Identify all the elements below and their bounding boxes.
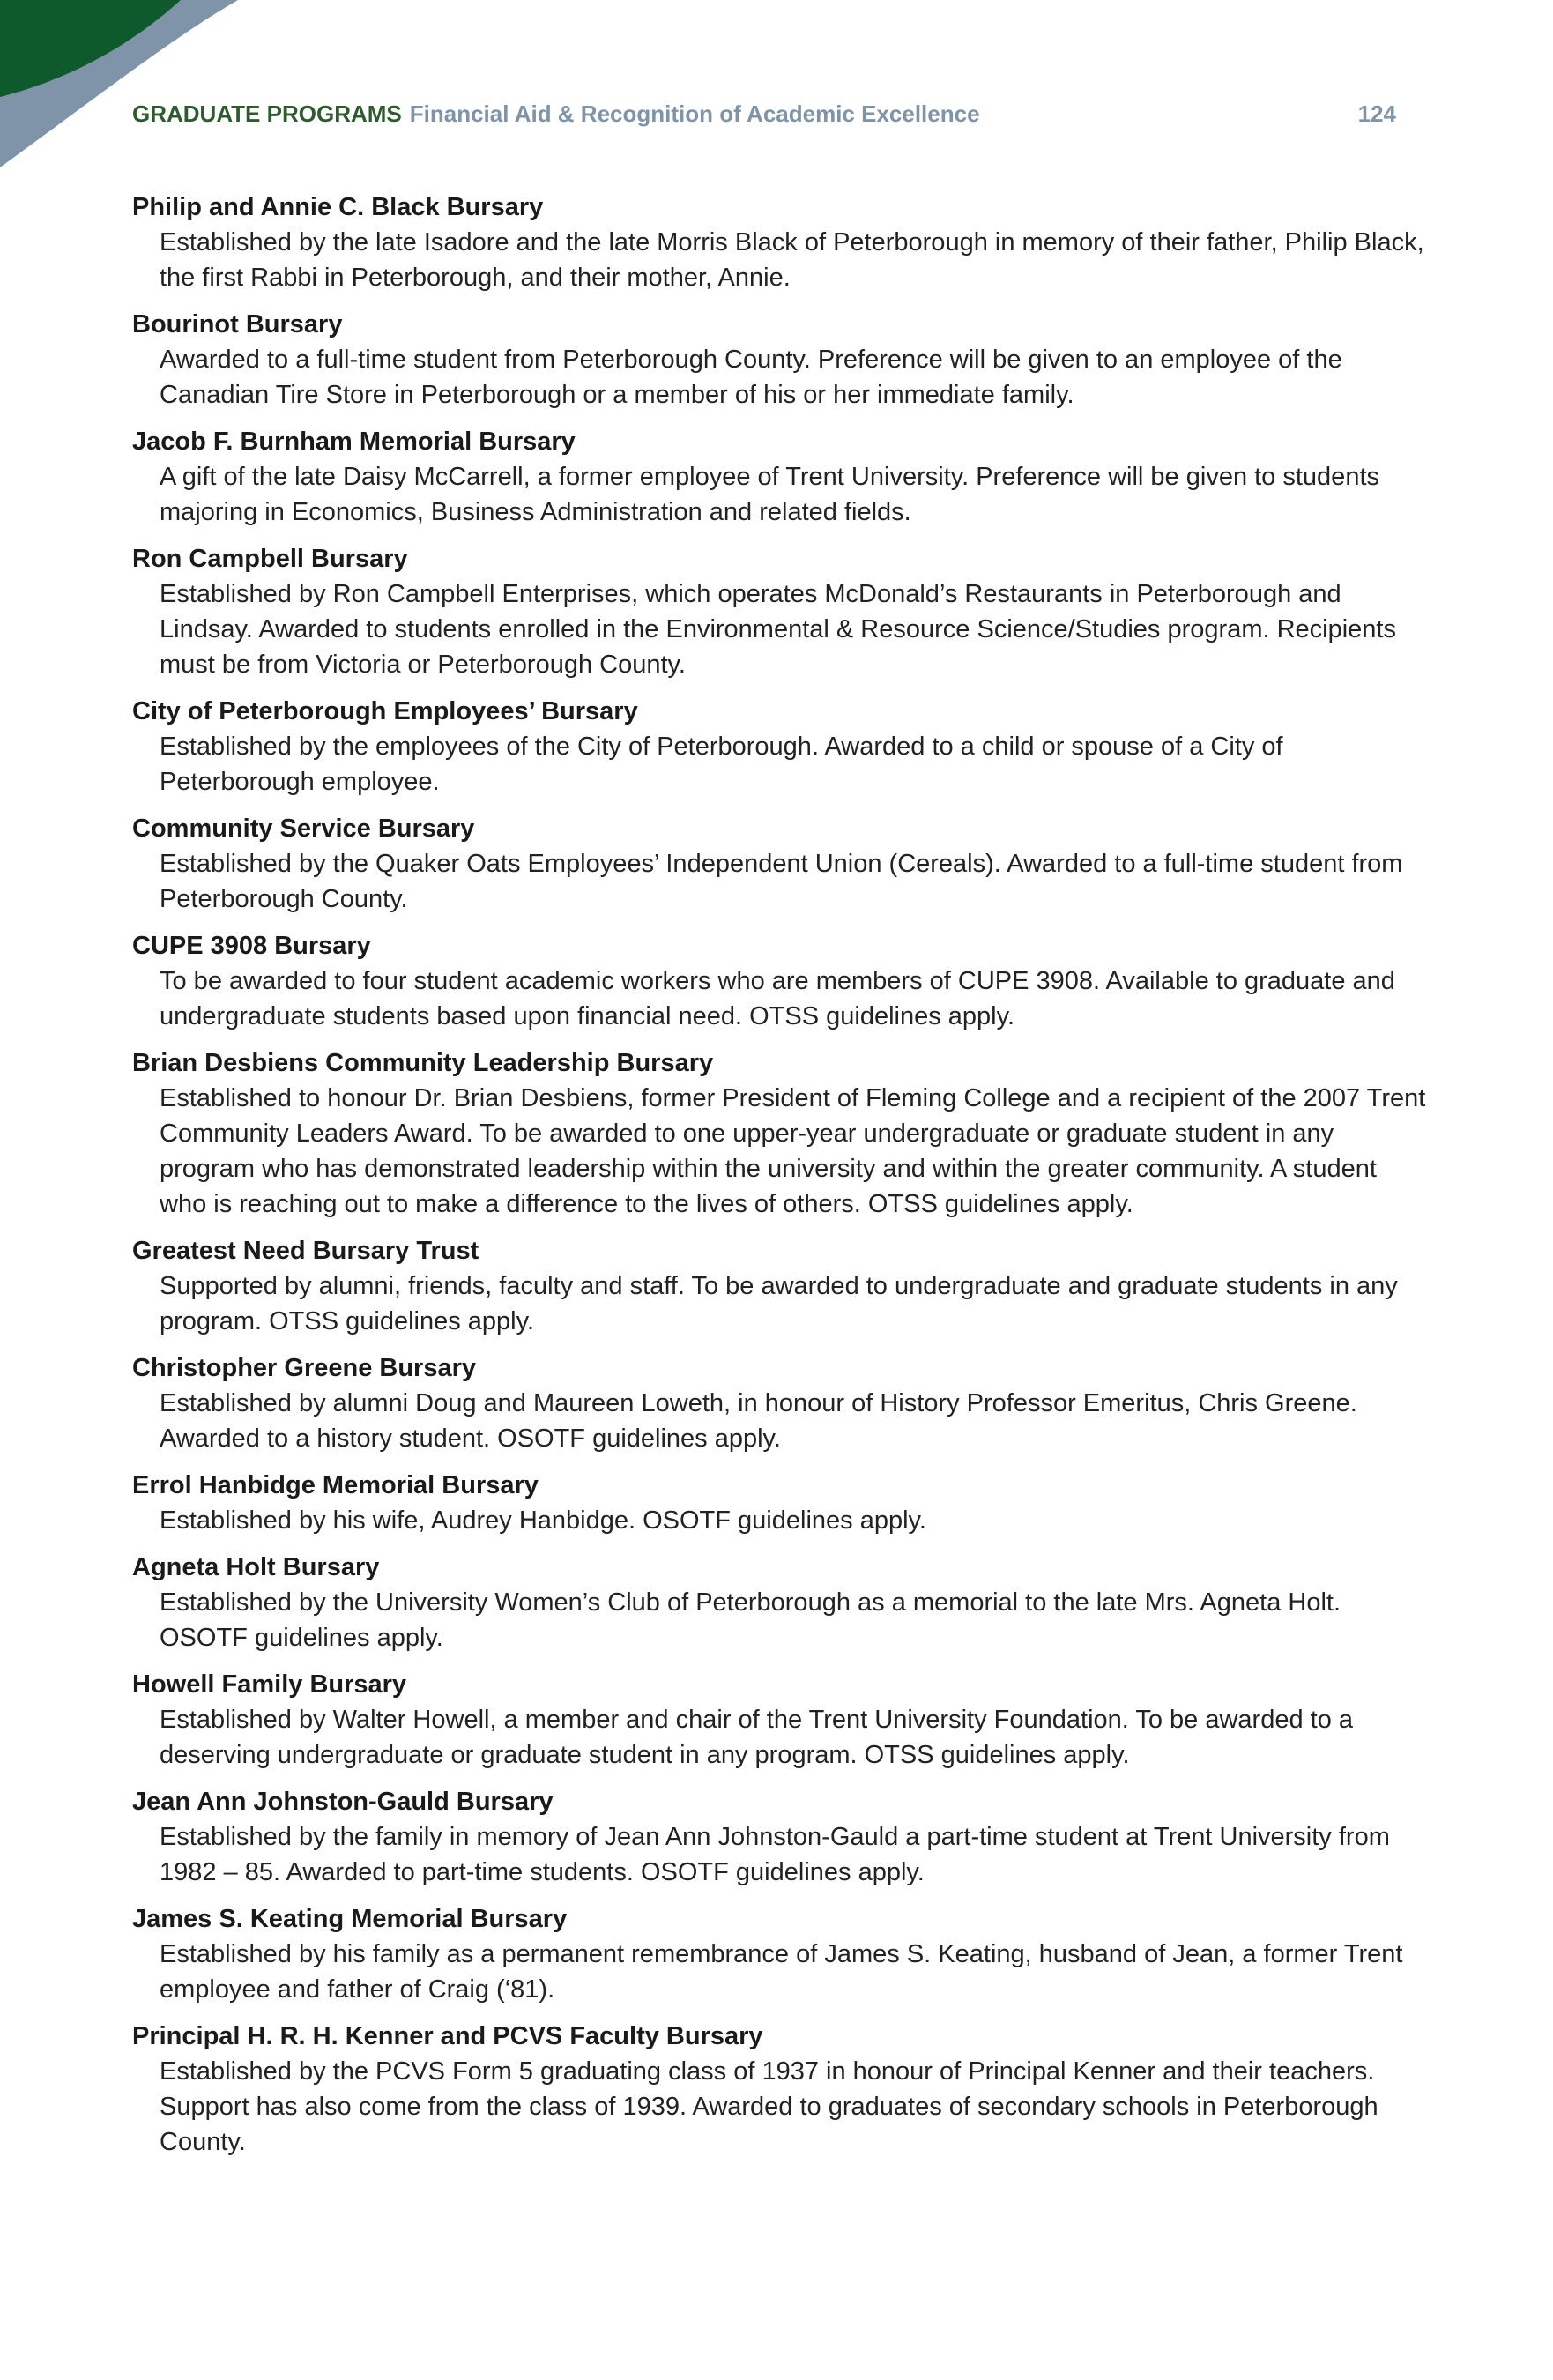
bursary-description: Established by the Quaker Oats Employees’ Independent Union (Cereals). Awarded to a full-time student from Peterborough County. [160,850,1403,913]
bursary-entry [132,2019,1428,2160]
bursary-title: Bourinot Bursary [132,310,343,338]
bursary-entry [132,1233,1428,1339]
bursary-description: To be awarded to four student academic workers who are members of CUPE 3908. Available to graduate and undergraduate students based upon financial need. OTSS guidelines apply. [160,967,1395,1030]
bursary-title: Howell Family Bursary [132,1670,407,1699]
bursary-list [132,190,1428,2171]
bursary-description: Established by the University Women’s Club of Peterborough as a memorial to the late Mrs. Agneta Holt. OSOTF guidelines apply. [160,1588,1341,1652]
bursary-title: Jacob F. Burnham Memorial Bursary [132,428,576,456]
bursary-description: Established by his wife, Audrey Hanbidge. OSOTF guidelines apply. [160,1506,926,1535]
page-header [132,100,1396,136]
bursary-title: Community Service Bursary [132,814,475,843]
bursary-entry [132,811,1428,917]
bursary-description: Established to honour Dr. Brian Desbiens, former President of Fleming College and a recipient of the 2007 Trent Community Leaders Award. To be awarded to one upper-year undergraduate or graduate student in any program who has demonstrated leadership within the university and within the greater community. A student who is reaching out to make a difference to the lives of others. OTSS guidelines apply. [160,1084,1426,1218]
corner-decoration [0,0,264,167]
bursary-description: Established by the employees of the City of Peterborough. Awarded to a child or spouse of a City of Peterborough employee. [160,733,1283,796]
bursary-title: City of Peterborough Employees’ Bursary [132,697,638,725]
bursary-entry [132,1901,1428,2007]
bursary-entry [132,424,1428,530]
bursary-description: Established by the family in memory of Jean Ann Johnston-Gauld a part-time student at Trent University from 1982 – 85. Awarded to part-time students. OSOTF guidelines apply. [160,1823,1390,1886]
bursary-title: Ron Campbell Bursary [132,545,408,573]
bursary-title: Greatest Need Bursary Trust [132,1237,479,1265]
header-subsection: Financial Aid & Recognition of Academic Excellence [409,100,980,127]
bursary-description: Established by his family as a permanent remembrance of James S. Keating, husband of Jean, a former Trent employee and father of Craig (‘81). [160,1940,1403,2004]
bursary-entry [132,1350,1428,1456]
bursary-entry [132,1045,1428,1222]
bursary-entry [132,190,1428,295]
bursary-entry [132,1667,1428,1773]
bursary-entry [132,694,1428,800]
bursary-description: Established by the PCVS Form 5 graduating class of 1937 in honour of Principal Kenner and their teachers. Support has also come from the class of 1939. Awarded to graduates of secondary schools in Peterborough County. [160,2057,1378,2156]
bursary-entry [132,541,1428,682]
header-section: GRADUATE PROGRAMS [132,100,402,127]
bursary-description: Awarded to a full-time student from Peterborough County. Preference will be given to an employee of the Canadian Tire Store in Peterborough or a member of his or her immediate family. [160,346,1342,409]
bursary-description: Established by alumni Doug and Maureen Loweth, in honour of History Professor Emeritus, Chris Greene. Awarded to a history student. OSOTF guidelines apply. [160,1389,1357,1453]
bursary-entry [132,1468,1428,1538]
bursary-entry [132,928,1428,1034]
bursary-entry [132,1550,1428,1655]
bursary-title: CUPE 3908 Bursary [132,932,371,960]
bursary-description: Established by the late Isadore and the late Morris Black of Peterborough in memory of their father, Philip Black, the first Rabbi in Peterborough, and their mother, Annie. [160,228,1424,292]
bursary-title: Principal H. R. H. Kenner and PCVS Faculty Bursary [132,2022,763,2050]
bursary-title: Agneta Holt Bursary [132,1553,380,1581]
bursary-title: Philip and Annie C. Black Bursary [132,193,544,221]
bursary-entry [132,1784,1428,1890]
bursary-description: Established by Walter Howell, a member and chair of the Trent University Foundation. To be awarded to a deserving undergraduate or graduate student in any program. OTSS guidelines apply. [160,1706,1354,1769]
bursary-title: Jean Ann Johnston-Gauld Bursary [132,1788,554,1816]
bursary-description: A gift of the late Daisy McCarrell, a former employee of Trent University. Preference will be given to students majoring in Economics, Business Administration and related fields. [160,463,1379,526]
bursary-title: Christopher Greene Bursary [132,1354,477,1382]
bursary-title: James S. Keating Memorial Bursary [132,1905,568,1933]
bursary-description: Established by Ron Campbell Enterprises, which operates McDonald’s Restaurants in Peterborough and Lindsay. Awarded to students enrolled in the Environmental & Resource Science/Studies program. Recipients must be from Victoria or Peterborough County. [160,580,1396,679]
bursary-description: Supported by alumni, friends, faculty and staff. To be awarded to undergraduate and graduate students in any program. OTSS guidelines apply. [160,1272,1398,1335]
bursary-title: Brian Desbiens Community Leadership Bursary [132,1049,714,1077]
page-number: 124 [1357,100,1396,127]
bursary-title: Errol Hanbidge Memorial Bursary [132,1471,539,1499]
bursary-entry [132,307,1428,413]
